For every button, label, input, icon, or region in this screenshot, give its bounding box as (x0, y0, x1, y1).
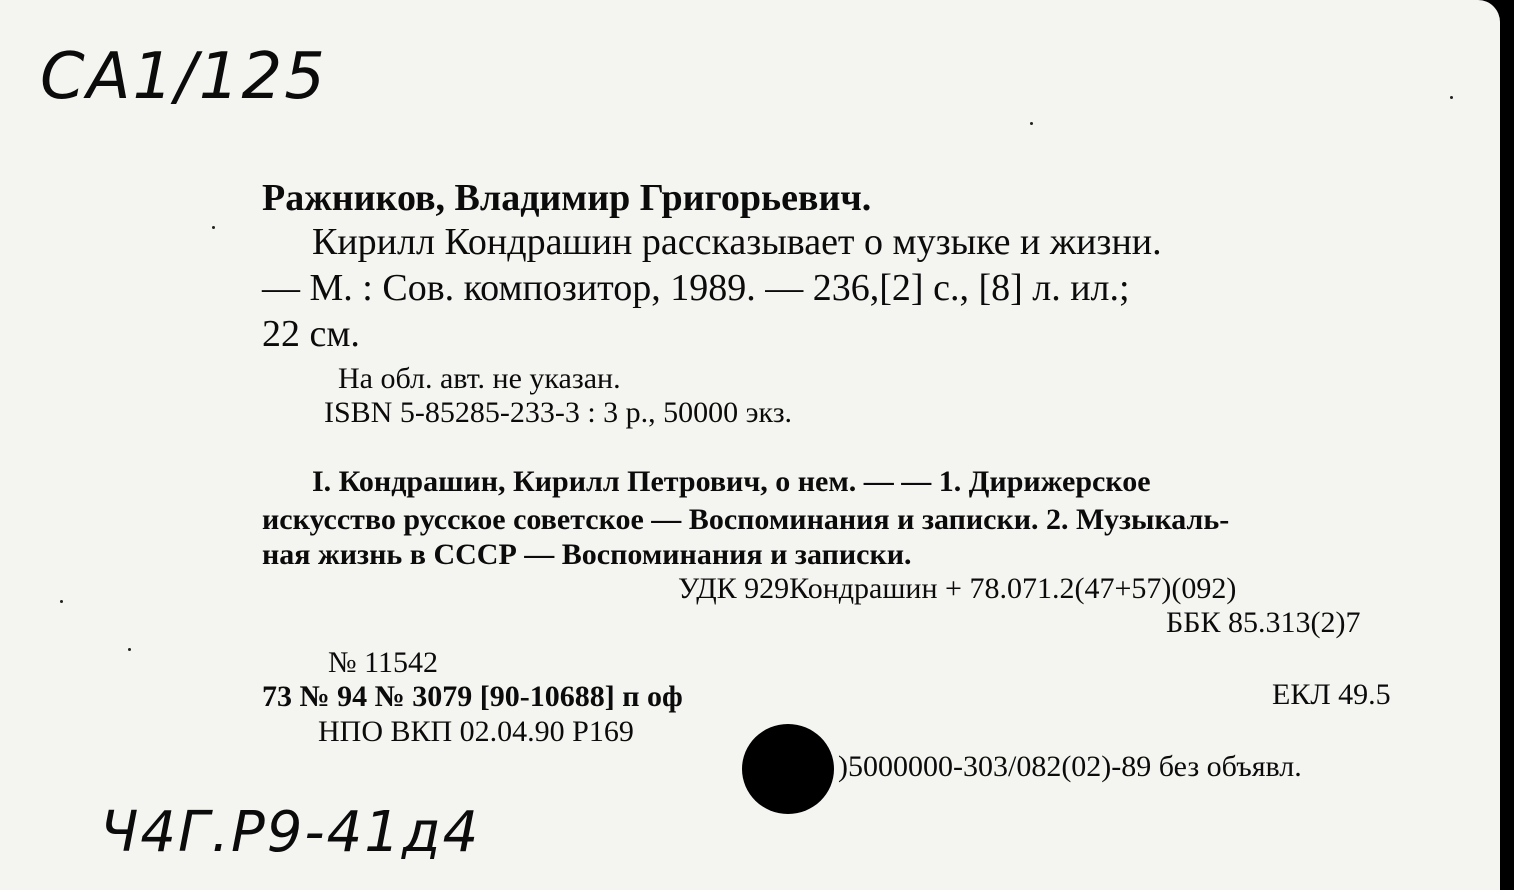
author-heading: Ражников, Владимир Григорьевич. (262, 177, 872, 219)
handwritten-shelfmark: CA1/125 (40, 40, 327, 114)
title-line-2: — М. : Сов. композитор, 1989. — 236,[2] с., [8] л. ил.; (262, 267, 1130, 309)
udk-line: УДК 929Кондрашин + 78.071.2(47+57)(092) (678, 572, 1237, 605)
note-line-1: На обл. авт. не указан. (338, 362, 621, 395)
speck (1030, 122, 1033, 125)
card-number: № 11542 (328, 646, 439, 679)
card-edge (1500, 0, 1514, 890)
bbk-line: ББК 85.313(2)7 (1166, 606, 1361, 639)
speck (60, 600, 63, 603)
npo-line: НПО ВКП 02.04.90 Р169 (318, 715, 634, 748)
isbn-line: ISBN 5-85285-233-3 : 3 р., 50000 экз. (324, 396, 793, 429)
subjects-line-3: ная жизнь в СССР — Воспоминания и записки. (262, 538, 912, 571)
punch-hole (742, 724, 834, 814)
handwritten-shelfmark-bottom: Ч4Г.Р9-41д4 (100, 800, 481, 865)
speck (128, 648, 131, 651)
title-line-1: Кирилл Кондрашин рассказывает о музыке и жизни. (312, 221, 1162, 263)
speck (1450, 96, 1453, 99)
title-line-3: 22 см. (262, 313, 360, 355)
ekl-code: ЕКЛ 49.5 (1272, 678, 1391, 711)
subjects-line-1: I. Кондрашин, Кирилл Петрович, о нем. — — 1. Дирижерское (312, 465, 1151, 498)
print-info: 73 № 94 № 3079 [90-10688] п оф (262, 680, 683, 713)
catalog-code: )5000000-303/082(02)-89 без объявл. (838, 750, 1302, 783)
speck (212, 226, 215, 229)
subjects-line-2: искусство русское советское — Воспоминания и записки. 2. Музыкаль- (262, 503, 1230, 536)
